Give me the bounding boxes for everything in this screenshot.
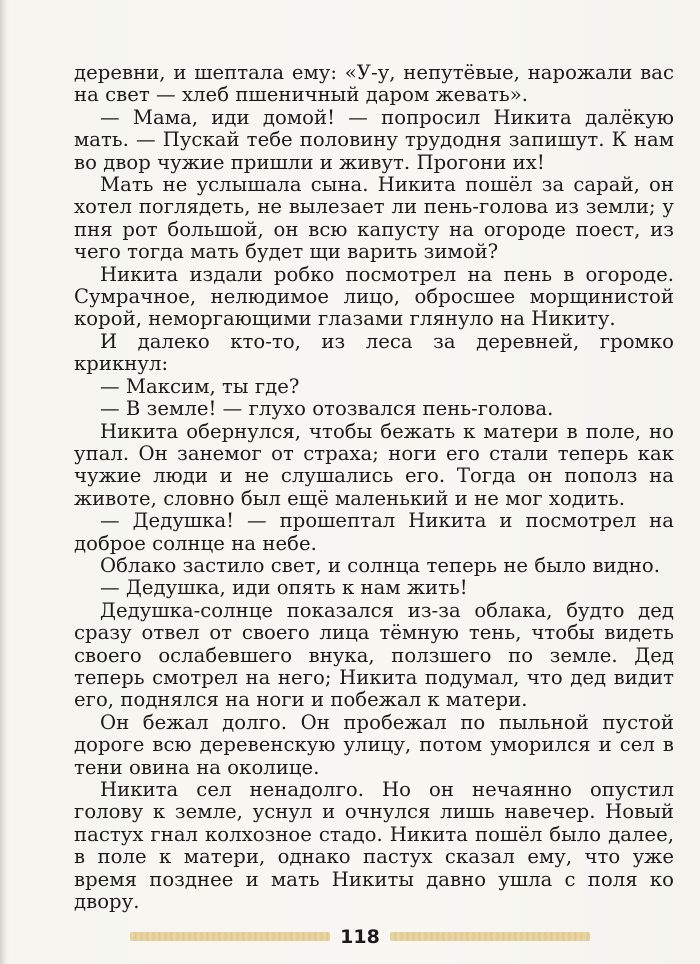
page-number: 118 (340, 926, 380, 948)
spine-shadow (0, 0, 6, 964)
paragraph-5: И далеко кто-то, из леса за деревней, громко крикнул: (74, 329, 674, 376)
paragraph-6: — Максим, ты где? (100, 374, 300, 398)
paragraph-11: — Дедушка, иди опять к нам жить! (100, 576, 468, 600)
paragraph-4: Никита издали робко посмотрел на пень в огороде. Сумрачное, нелюдимое лицо, обросшее морщинистой корой, неморгающими глазами глянуло на Никиту. (74, 262, 674, 331)
footer-rule-right (390, 932, 590, 941)
paragraph-10: Облако застило свет, и солнца теперь не было видно. (100, 553, 661, 577)
paragraph-8: Никита обернулся, чтобы бежать к матери в поле, но упал. Он занемог от страха; ноги его стали теперь как чужие люди и не слушались его. Тогда он пополз на животе, словно был ещё маленький и не мог ходить. (74, 419, 674, 510)
paragraph-14: Никита сел ненадолго. Но он нечаянно опустил голову к земле, уснул и очнулся лишь навечер. Новый пастух гнал колхозное стадо. Никита пошёл было далее, в поле к матери, однако пастух сказал ему, что уже время позднее и мать Никиты давно ушла с поля ко двору. (74, 778, 674, 914)
paragraph-7: — В земле! — глухо отозвался пень-голова. (100, 397, 554, 421)
footer-rule-left (130, 932, 330, 941)
paragraph-13: Он бежал долго. Он пробежал по пыльной пустой дороге всю деревенскую улицу, потом уморился и сел в тени овина на околице. (74, 710, 674, 779)
paragraph-12: Дедушка-солнце показался из-за облака, будто дед сразу отвел от своего лица тёмную тень, чтобы видеть своего ослабевшего внука, ползшего по земле. Дед теперь смотрел на него; Никита подумал, что дед видит его, поднялся на ноги и побежал к матери. (74, 598, 674, 712)
paragraph-3: Мать не услышала сына. Никита пошёл за сарай, он хотел поглядеть, не вылезает ли пень-голова из земли; у пня рот большой, он всю капусту на огороде поест, из чего тогда мать будет щи варить зимой? (74, 173, 674, 264)
paragraph-9: — Дедушка! — прошептал Никита и посмотрел на доброе солнце на небе. (74, 509, 674, 555)
paragraph-1: деревни, и шептала ему: «У-у, непутёвые, нарожали вас на свет — хлеб пшеничный даром жевать». (74, 61, 674, 107)
story-text (74, 62, 674, 913)
page-footer (130, 926, 590, 948)
paragraph-2: — Мама, иди домой! — попросил Никита далёкую мать. — Пускай тебе половину трудодня запишут. К нам во двор чужие пришли и живут. Прогони их! (74, 105, 674, 174)
